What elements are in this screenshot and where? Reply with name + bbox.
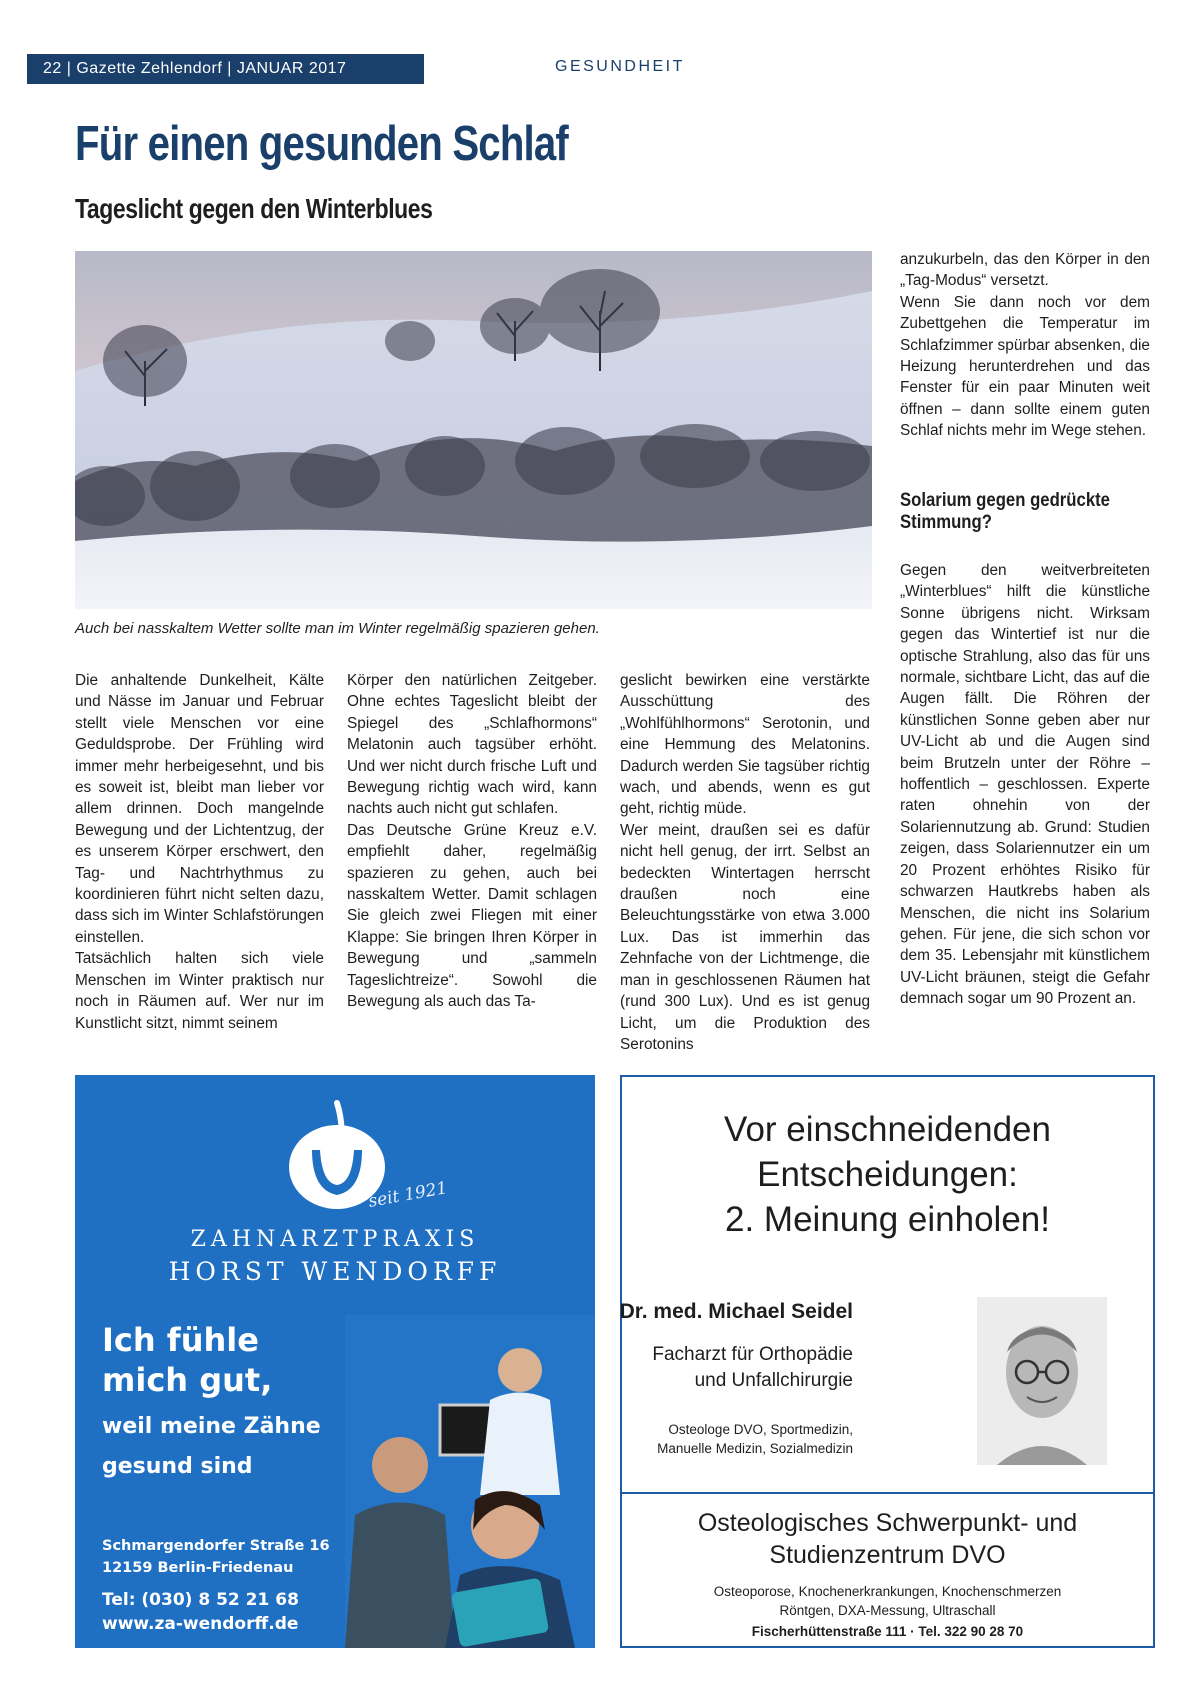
slogan-sub: weil meine Zähne gesund sind — [102, 1414, 321, 1479]
article-subtitle: Tageslicht gegen den Winterblues — [75, 193, 433, 224]
ad-divider — [622, 1492, 1153, 1494]
dentist-address: Schmargendorfer Straße 16 12159 Berlin-Friedenau — [102, 1538, 330, 1576]
article-subheading: Solarium gegen gedrückte Stimmung? — [900, 490, 1110, 533]
center-address: Fischerhüttenstraße 111 · Tel. 322 90 28 70 — [751, 1624, 1024, 1639]
article-column-4-bottom — [900, 560, 1150, 1010]
article-column-1 — [75, 670, 324, 1034]
paragraph: Körper den natürlichen Zeitgeber. Ohne echtes Tageslicht bleibt der Spiegel des „Schlafhormons“ Melatonin auch tagsüber erhöht. Und wer nicht durch frische Luft und Bewegung richtig wach wird, kann nachts auch nicht gut schlafen. — [347, 672, 597, 818]
page-info: 22 | Gazette Zehlendorf | JANUAR 2017 — [43, 60, 347, 77]
dentist-phone: Tel: (030) 8 52 21 68 — [102, 1590, 299, 1610]
article-column-3 — [620, 670, 870, 1055]
dentist-contact — [102, 1588, 299, 1636]
slogan-main: Ich fühle mich gut, — [102, 1321, 273, 1399]
practice-name: HORST WENDORFF — [168, 1257, 502, 1286]
paragraph: Wer meint, draußen sei es dafür nicht hell genug, der irrt. Selbst an bedeckten Wintertagen herrscht draußen noch eine Beleuchtungsstärke von etwa 3.000 Lux. Das ist immerhin das Zehnfache von der Lichtmenge, die man in geschlossenen Räumen hat (rund 300 Lux). Und es ist genug Licht, um die Produktion des Serotonins — [620, 821, 870, 1053]
photo-caption: Auch bei nasskaltem Wetter sollte man im Winter regelmäßig spazieren gehen. — [75, 620, 600, 637]
paragraph: Wenn Sie dann noch vor dem Zubettgehen die Temperatur im Schlafzimmer spürbar absenken, die Heizung herunterdrehen und das Fenster für ein paar Minuten weit öffnen – dann sollte einem guten Schlaf nichts mehr im Wege stehen. — [900, 293, 1150, 440]
dentist-advertisement — [75, 1075, 595, 1648]
ad-tagline: Vor einschneidenden Entscheidungen: 2. Meinung einholen! — [724, 1110, 1051, 1239]
doctor-specialty: Facharzt für Orthopädie und Unfallchirurgie — [652, 1344, 853, 1391]
center-services: Osteoporose, Knochenerkrankungen, Knochenschmerzen Röntgen, DXA-Messung, Ultraschall — [713, 1584, 1062, 1618]
section-label: GESUNDHEIT — [555, 58, 685, 75]
practice-type: ZAHNARZTPRAXIS — [190, 1227, 480, 1252]
orthopedics-advertisement — [620, 1075, 1155, 1648]
paragraph: anzukurbeln, das den Körper in den „Tag-Modus“ versetzt. — [900, 251, 1150, 290]
paragraph: Tatsächlich halten sich viele Menschen im Winter praktisch nur noch in Räumen auf. Wer nur im Kunstlicht sitzt, nimmt seinem — [75, 950, 324, 1032]
doctor-name: Dr. med. Michael Seidel — [619, 1300, 853, 1323]
since-label: seit 1921 — [366, 1178, 449, 1212]
winter-landscape-photo — [75, 251, 872, 609]
article-column-4-top — [900, 249, 1150, 442]
doctor-qualifications: Osteologe DVO, Sportmedizin, Manuelle Medizin, Sozialmedizin — [657, 1422, 853, 1456]
dental-scene-illustration — [345, 1315, 595, 1648]
paragraph: Die anhaltende Dunkelheit, Kälte und Nässe im Januar und Februar stellt viele Menschen vor eine Geduldsprobe. Der Frühling wird immer mehr herbeigesehnt, und bis es soweit ist, bleibt man lieber vor allem drinnen. Doch mangelnde Bewegung und der Lichtentzug, der es unserem Körper erschwert, den Tag- und Nachtrhythmus zu koordinieren führt nicht selten dazu, dass sich im Winter Schlafstörungen einstellen. — [75, 672, 324, 946]
center-name: Osteologisches Schwerpunkt- und Studienzentrum DVO — [697, 1509, 1078, 1569]
paragraph: geslicht bewirken eine verstärkte Ausschüttung des „Wohlfühlhormons“ Serotonin, und eine Hemmung des Melatonins. Dadurch werden Sie tagsüber richtig wach, und abends, wenn es gut geht, richtig müde. — [620, 672, 870, 818]
paragraph: Gegen den weitverbreiteten „Winterblues“ hilft die künstliche Sonne übrigens nicht. Wirksam gegen das Wintertief ist nur die optische Strahlung, also das für uns normale, sichtbare Licht, das auf die Augen fällt. Die Röhren der künstlichen Sonne geben aber nur UV-Licht ab und die Augen sind beim Brutzeln unter der Röhre – hoffentlich – geschlossen. Experte raten ohnehin von der Solariennutzung ab. Grund: Studien zeigen, dass Solariennutzer ein um 20 Prozent erhöhtes Risiko für schwarzen Hautkrebs haben als Menschen, die nicht ins Solarium gehen. Für jene, die sich schon vor dem 35. Lebensjahr mit künstlichem UV-Licht bräunen, steigt die Gefahr demnach sogar um 90 Prozent an. — [900, 562, 1150, 1008]
paragraph: Das Deutsche Grüne Kreuz e.V. empfiehlt daher, regelmäßig spazieren zu gehen, auch bei nasskaltem Wetter. Damit schlagen Sie gleich zwei Fliegen mit einer Klappe: Sie bringen Ihren Körper in Bewegung und „sammeln Tageslichtreize“. Sowohl die Bewegung als auch das Ta- — [347, 821, 597, 1011]
doctor-portrait — [977, 1297, 1107, 1465]
article-title: Für einen gesunden Schlaf — [75, 117, 568, 171]
dentist-website-link[interactable]: www.za-wendorff.de — [102, 1614, 299, 1634]
page-header-bar — [27, 54, 424, 84]
article-column-2 — [347, 670, 597, 1013]
